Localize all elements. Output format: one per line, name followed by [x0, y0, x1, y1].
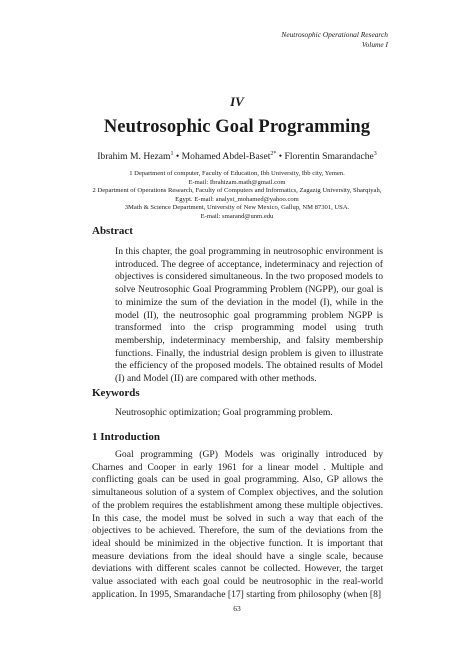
affiliations: [92, 170, 382, 222]
abstract-heading: Abstract: [92, 225, 133, 237]
affiliation-line: Egypt. E-mail: analyst_mohamed@yahoo.com: [175, 195, 299, 203]
chapter-number: IV: [230, 94, 244, 109]
affiliation-line: 2 Department of Operations Research, Faculty of Computers and Informatics, Zagazig University, Sharqiyah,: [92, 187, 382, 195]
affiliation-line: E-mail: Ibrahizam.math@gmail.com: [188, 178, 286, 186]
author-name: Ibrahim M. Hezam: [97, 151, 171, 162]
running-header: [281, 30, 388, 49]
keywords-text: Neutrosophic optimization; Goal programming problem.: [115, 407, 333, 418]
author-affiliation-mark: 2*: [270, 150, 277, 157]
abstract-text: In this chapter, the goal programming in neutrosophic environment is introduced. The degree of acceptance, indeterminacy and rejection of objectives is considered simultaneous. In the two proposed models to solve Neutrosophic Goal Programming Problem (NGPP), our goal is to minimize the sum of the deviation in the model (I), while in the model (II), the neutrosophic goal programming problem NGPP is transformed into the crisp programming model using truth membership, indeterminacy membership, and falsity membership functions. Finally, the industrial design problem is given to illustrate the efficiency of the proposed models. The obtained results of Model (I) and Model (II) are compared with other methods.: [115, 246, 383, 385]
affiliation-line: 3Math & Science Department, University of New Mexico, Gallup, NM 87301, USA.: [124, 204, 350, 212]
affiliation-line: 1 Department of computer, Faculty of Education, Ibb University, Ibb city, Yemen.: [129, 170, 345, 177]
introduction-heading: 1 Introduction: [92, 431, 160, 443]
keywords-heading: Keywords: [92, 387, 140, 399]
author-name: Florentin Smarandache: [284, 151, 374, 162]
paper-title: Neutrosophic Goal Programming: [103, 117, 371, 137]
author-affiliation-mark: 1: [170, 150, 174, 157]
author-separator: •: [276, 151, 285, 162]
page-number: 63: [233, 604, 241, 613]
affiliation-line: E-mail: smarand@unm.edu: [200, 212, 274, 220]
author-affiliation-mark: 3: [373, 150, 377, 157]
journal-name: Neutrosophic Operational Research: [281, 30, 388, 39]
author-name: Mohamed Abdel-Baset: [181, 151, 271, 162]
author-list: [0, 151, 474, 162]
volume-label: Volume I: [361, 39, 388, 49]
introduction-text: Goal programming (GP) Models was originally introduced by Charnes and Cooper in early 1961 for a linear model . Multiple and conflicting goals can be used in goal programming. Also, GP allows the simultaneous solution of a system of Complex objectives, and the solution of the problem requires the establishment among these multiple objectives. In this case, the model must be solved in such a way that each of the objectives to be achieved. Therefore, the sum of the deviations from the ideal should be minimized in the objective function. It is important that measure deviations from the ideal should have a single scale, because deviations with different scales cannot be collected. However, the target value associated with each goal could be neutrosophic in the real-world application. In 1995, Smarandache [17] starting from philosophy (when [8]: [92, 449, 383, 600]
author-separator: •: [173, 151, 182, 162]
